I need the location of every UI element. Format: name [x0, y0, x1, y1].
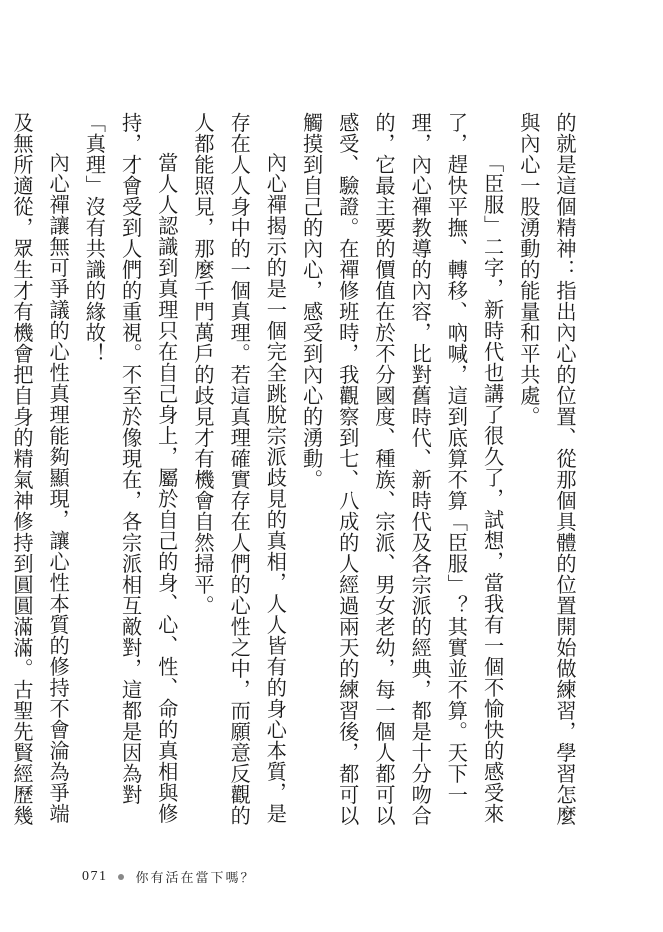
paragraph-4: 當人人認識到真理只在自己身上，屬於自己的身、心、性、命的真相與修持，才會受到人們的重視。不至於像現在，各宗派相互敵對，這都是因為對「真理」沒有共識的緣故！	[82, 112, 179, 825]
paragraph-5: 內心禪讓無可爭議的心性真理能夠顯現，讓心性本質的修持不會淪為爭端及無所適從，眾生才有機會把自身的精氣神修持到圓圓滿滿。古聖先賢經歷幾	[9, 112, 71, 826]
vertical-text-body	[0, 112, 583, 832]
paragraph-3: 內心禪揭示的是一個完全跳脫宗派歧見的真相，人人皆有的身心本質，是存在人人身中的一個真理。若這真理確實存在人們的心性之中，而願意反觀的人都能照見，那麼千門萬戶的歧見才有機會自然掃平。	[190, 112, 288, 826]
paragraph-2: 「臣服」二字，新時代也講了很久了，試想，當我有一個不愉快的感受來了，趕快平撫、轉移、吶喊，這到底算不算「臣服」？其實並不算。天下一理，內心禪教導的內容，比對舊時代、新時代及各宗派的經典，都是十分吻合的，它最主要的價值在於不分國度、種族、宗派、男女老幼，每一個人都可以感受、驗證。在禪修班時，我觀察到七、八成的人經過兩天的練習後，都可以觸摸到自己的內心，感受到內心的湧動。	[299, 112, 505, 826]
bullet-dot-icon	[118, 874, 124, 880]
page-footer	[82, 867, 256, 886]
page-number: 071	[82, 868, 108, 884]
paragraph-1: 的就是這個精神：指出內心的位置、從那個具體的位置開始做練習，學習怎麼與內心一股湧動的能量和平共處。	[516, 112, 577, 826]
running-head: 你有活在當下嗎？	[135, 871, 256, 886]
